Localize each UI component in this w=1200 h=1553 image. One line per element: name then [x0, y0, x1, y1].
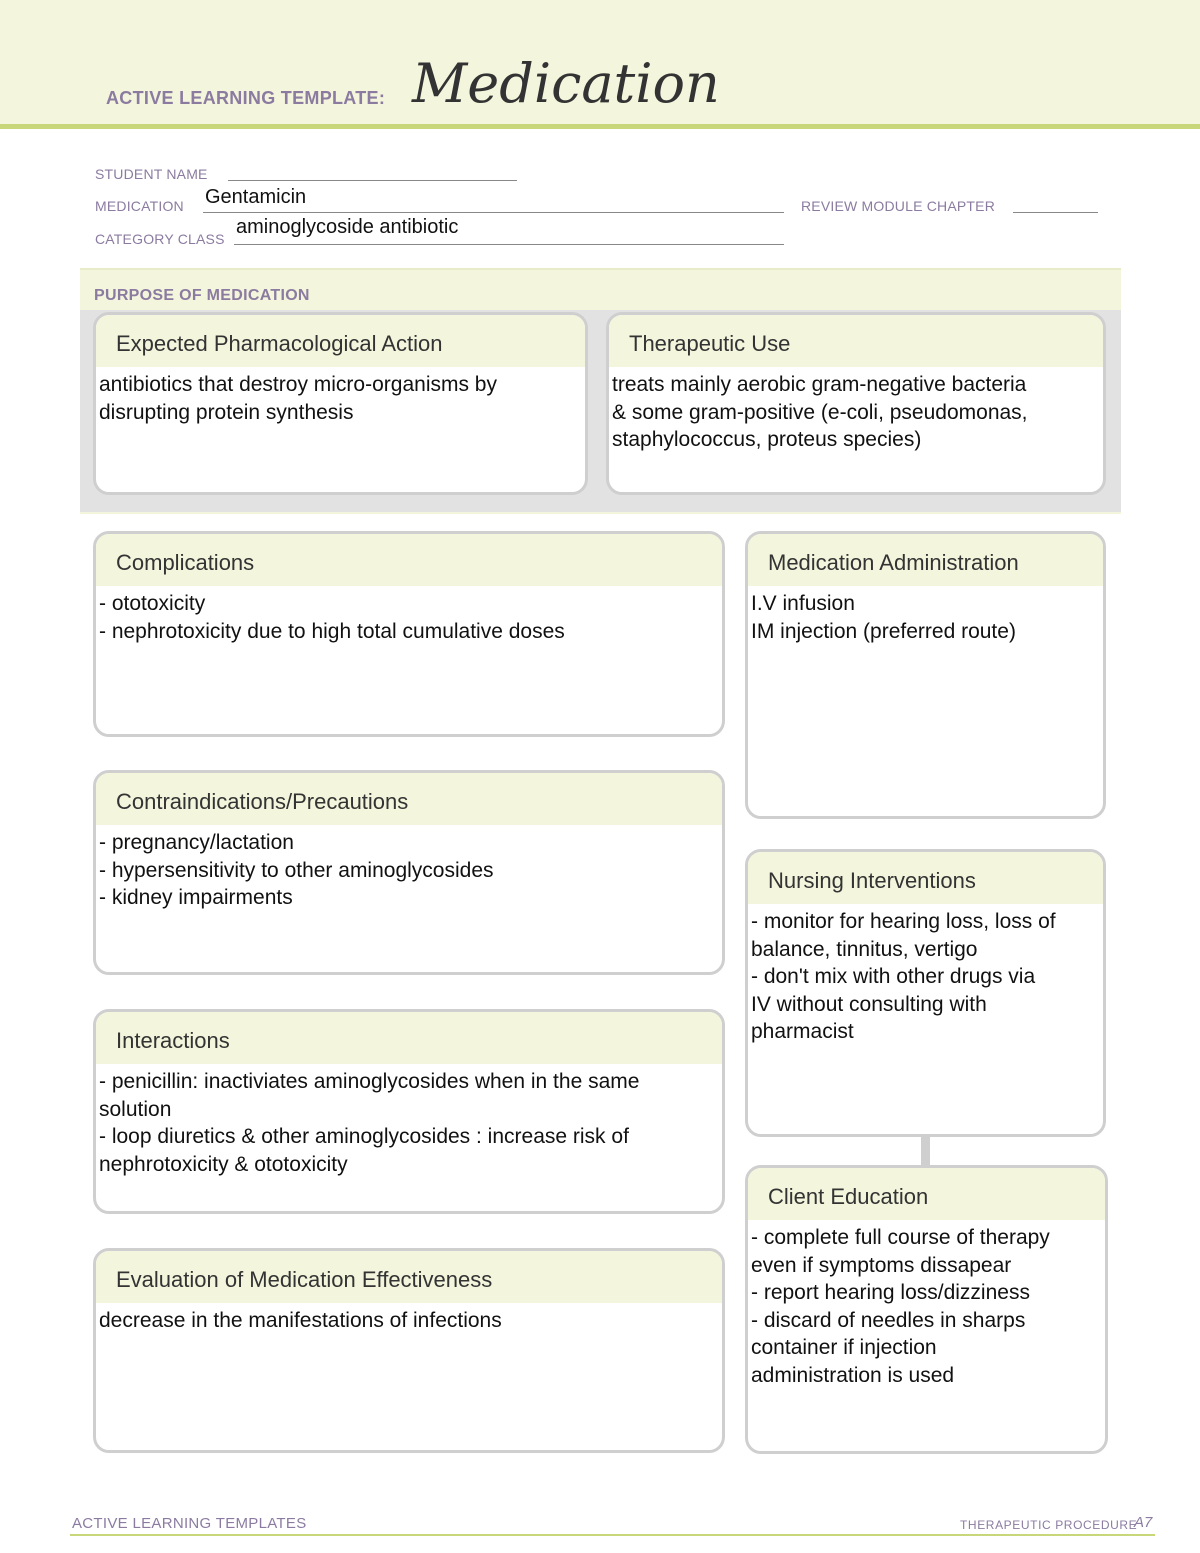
purpose-label: PURPOSE OF MEDICATION — [94, 287, 310, 304]
complications-title: Complications — [96, 534, 722, 586]
medication-line — [203, 212, 784, 213]
student-name-label: STUDENT NAME — [95, 166, 208, 182]
category-class-field[interactable]: aminoglycoside antibiotic — [236, 216, 459, 238]
page-number: A7 — [1134, 1514, 1153, 1531]
page-title: Medication — [412, 52, 720, 115]
medication-field[interactable]: Gentamicin — [205, 186, 307, 208]
template-label: ACTIVE LEARNING TEMPLATE: — [106, 88, 386, 108]
therapeutic-use-text[interactable]: treats mainly aerobic gram-negative bacteria & some gram-positive (e-coli, pseudomonas, staphylococcus, proteus species) — [612, 373, 1028, 451]
nursing-interventions-card — [745, 849, 1106, 1137]
evaluation-text[interactable]: decrease in the manifestations of infections — [99, 1309, 502, 1332]
medication-label: MEDICATION — [95, 198, 184, 214]
contraindications-title: Contraindications/Precautions — [96, 773, 722, 825]
therapeutic-use-title: Therapeutic Use — [609, 315, 1103, 367]
client-education-title: Client Education — [748, 1168, 1105, 1220]
card-connector — [921, 1136, 930, 1166]
evaluation-card — [93, 1248, 725, 1453]
review-module-label: REVIEW MODULE CHAPTER — [801, 198, 995, 214]
complications-card — [93, 531, 725, 737]
contraindications-card — [93, 770, 725, 975]
footer-left-label: ACTIVE LEARNING TEMPLATES — [72, 1515, 307, 1532]
review-module-line — [1013, 212, 1098, 213]
interactions-text[interactable]: - penicillin: inactiviates aminoglycosides when in the same solution - loop diuretics & other aminoglycosides : increase risk of nephrotoxicity & ototoxicity — [99, 1070, 640, 1176]
administration-text[interactable]: I.V infusion IM injection (preferred route) — [751, 592, 1016, 643]
expected-action-text[interactable]: antibiotics that destroy micro-organisms by disrupting protein synthesis — [99, 373, 497, 424]
category-class-label: CATEGORY CLASS — [95, 231, 225, 247]
footer-divider — [70, 1534, 1155, 1536]
interactions-title: Interactions — [96, 1012, 722, 1064]
client-education-text[interactable]: - complete full course of therapy even if symptoms dissapear - report hearing loss/dizziness - discard of needles in sharps container if injection administration is used — [751, 1226, 1050, 1387]
therapeutic-use-card — [606, 312, 1106, 495]
client-education-card — [745, 1165, 1108, 1454]
footer-right-label: THERAPEUTIC PROCEDURE — [960, 1518, 1138, 1532]
administration-card — [745, 531, 1106, 819]
category-class-line — [234, 244, 784, 245]
expected-action-card — [93, 312, 588, 495]
student-name-line — [228, 180, 517, 181]
contraindications-text[interactable]: - pregnancy/lactation - hypersensitivity to other aminoglycosides - kidney impairments — [99, 831, 494, 909]
administration-title: Medication Administration — [748, 534, 1103, 586]
interactions-card — [93, 1009, 725, 1214]
evaluation-title: Evaluation of Medication Effectiveness — [96, 1251, 722, 1303]
nursing-interventions-title: Nursing Interventions — [748, 852, 1103, 904]
nursing-interventions-text[interactable]: - monitor for hearing loss, loss of balance, tinnitus, vertigo - don't mix with other drugs via IV without consulting with pharmacist — [751, 910, 1056, 1043]
complications-text[interactable]: - ototoxicity - nephrotoxicity due to high total cumulative doses — [99, 592, 565, 643]
expected-action-title: Expected Pharmacological Action — [96, 315, 585, 367]
